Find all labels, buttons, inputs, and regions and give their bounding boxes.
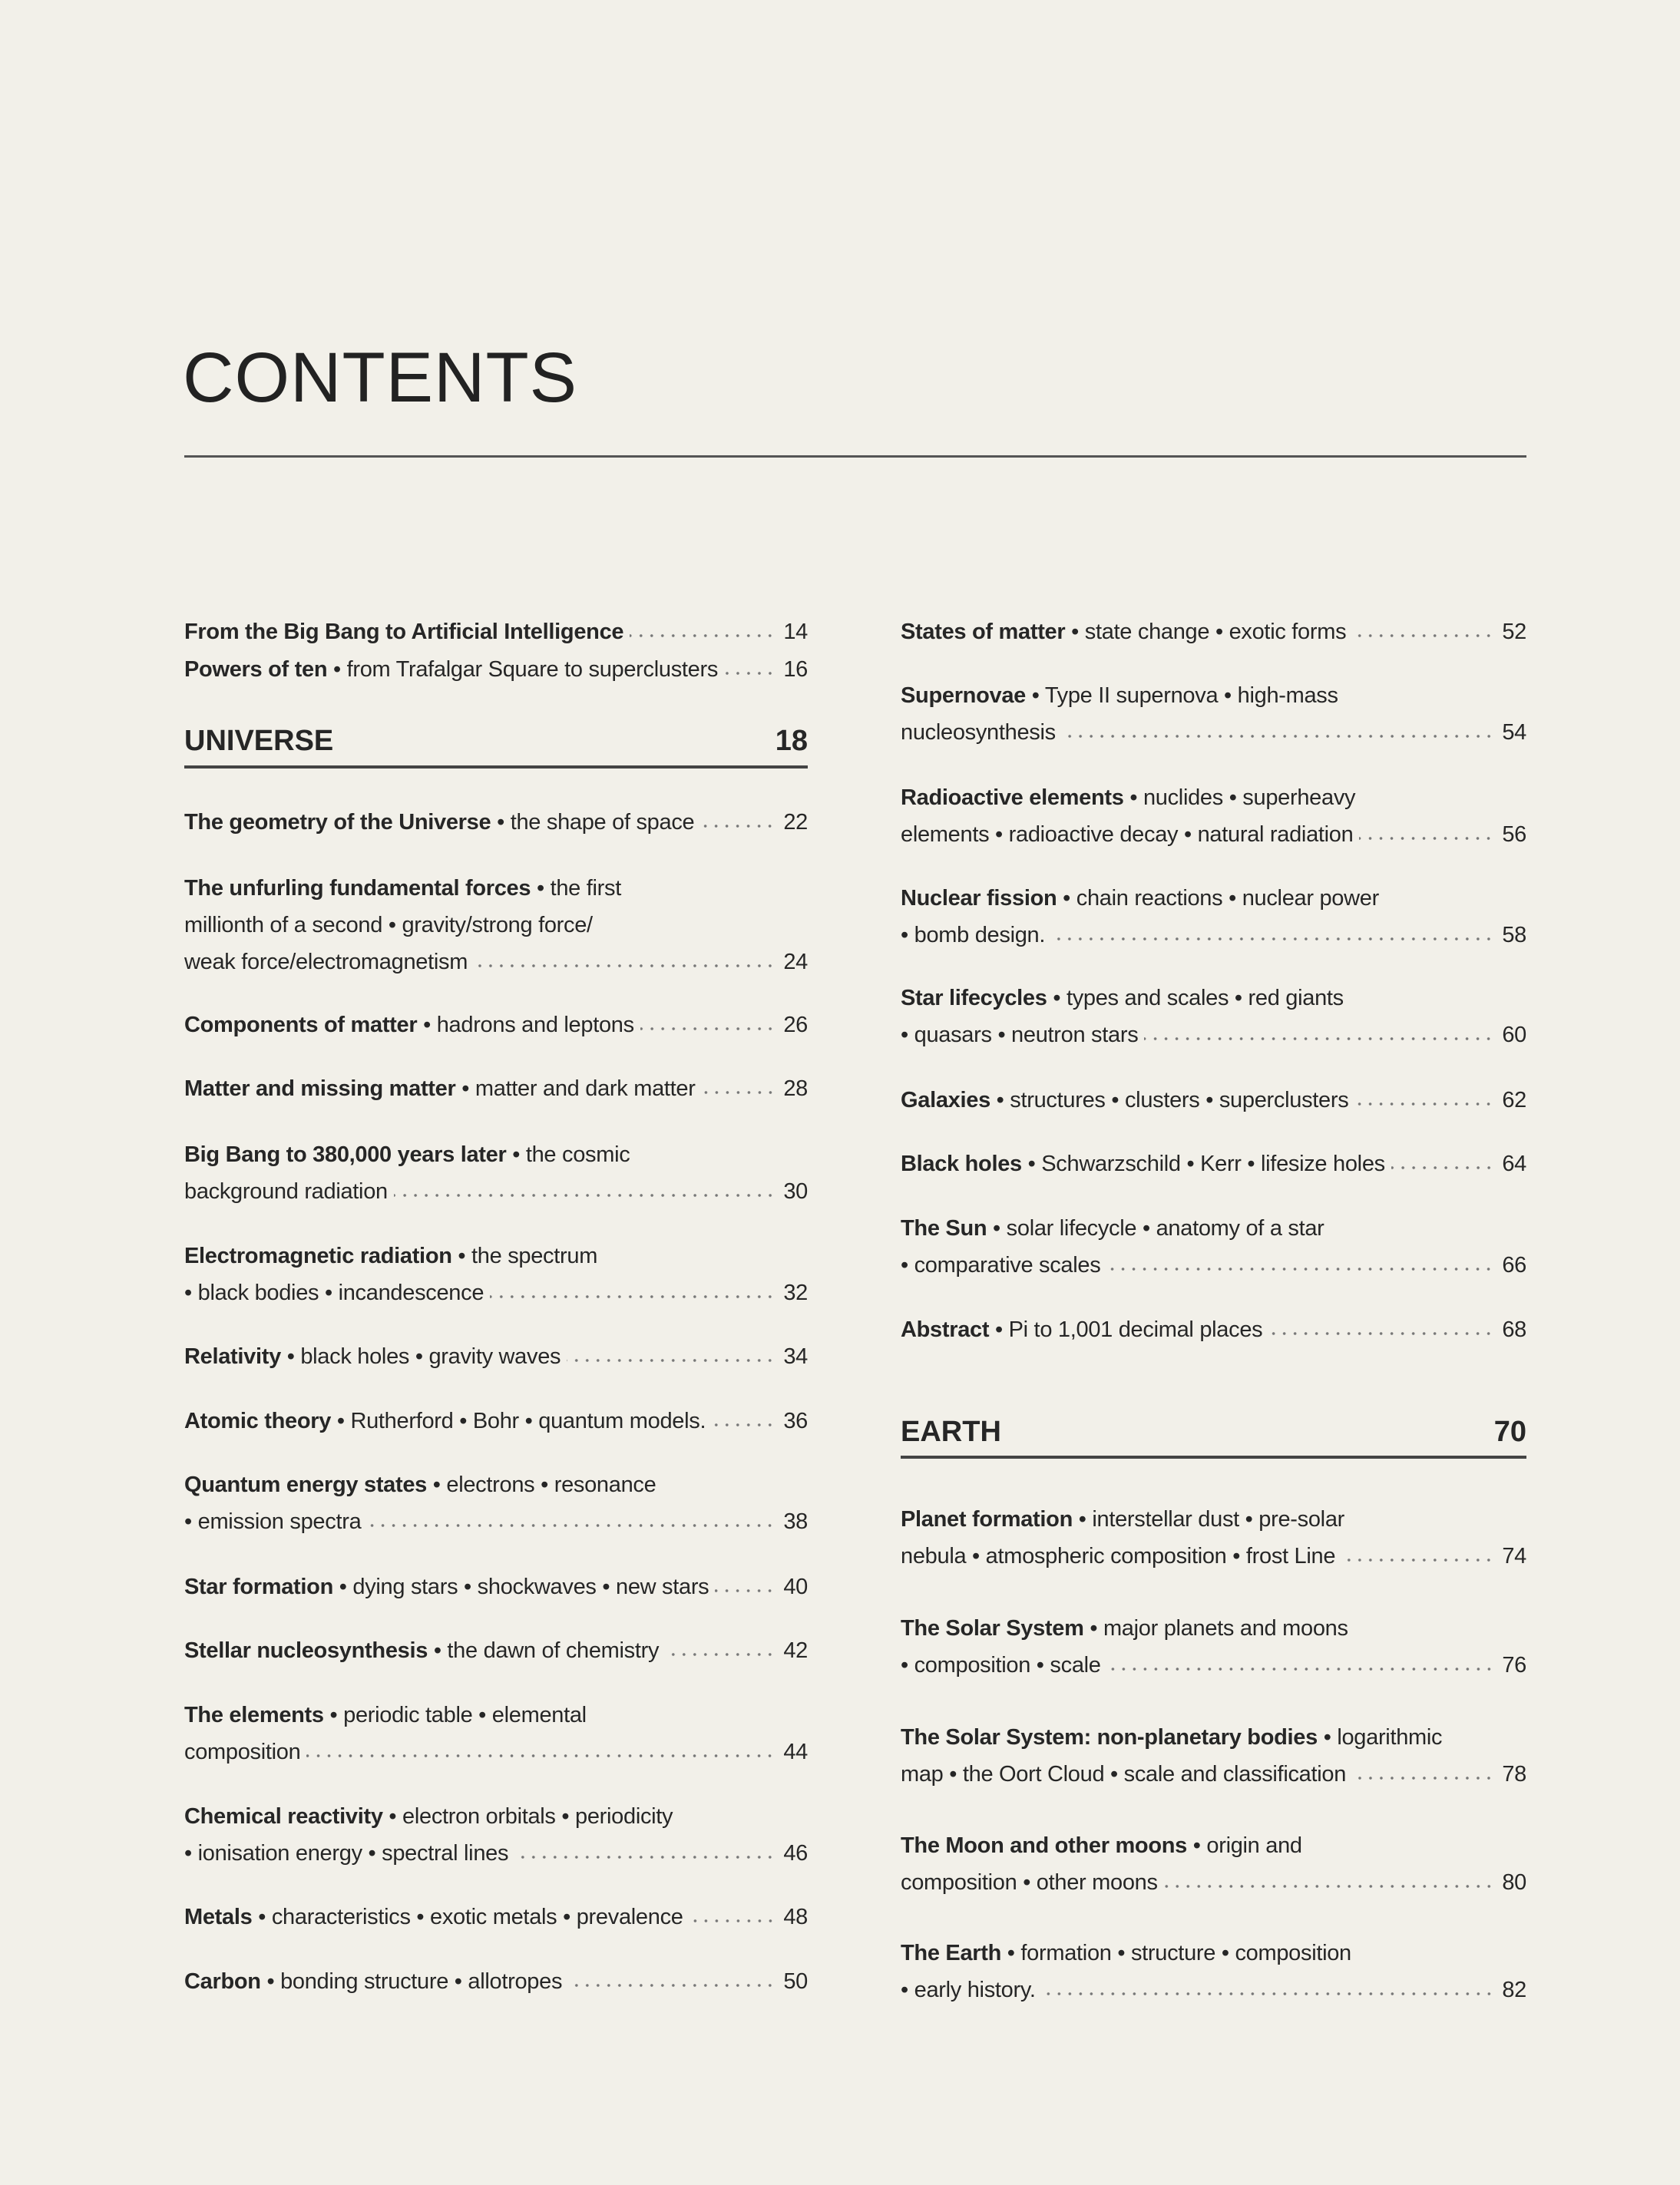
entry-title: Carbon	[184, 1969, 261, 1994]
entry-title: Big Bang to 380,000 years later	[184, 1142, 507, 1167]
toc-entry[interactable]	[184, 1899, 808, 1935]
entry-desc: • composition • scale	[901, 1653, 1101, 1678]
entry-desc: • black bodies • incandescence	[184, 1281, 484, 1305]
entry-desc: • the cosmic	[506, 1142, 630, 1167]
entry-page: 58	[1502, 923, 1526, 947]
entry-line	[901, 1538, 1526, 1575]
entry-title: Components of matter	[184, 1013, 418, 1037]
toc-entry[interactable]	[901, 1501, 1526, 1575]
entry-desc: • dying stars • shockwaves • new stars	[333, 1575, 709, 1599]
toc-entry[interactable]	[901, 1935, 1526, 2008]
entry-desc: • Schwarzschild • Kerr • lifesize holes	[1021, 1152, 1385, 1176]
dot-leader	[1341, 1557, 1494, 1563]
toc-entry[interactable]	[184, 1070, 808, 1107]
entry-page: 80	[1502, 1870, 1526, 1895]
entry-desc: • Pi to 1,001 decimal places	[989, 1317, 1263, 1342]
entry-page: 14	[783, 620, 808, 644]
dot-leader	[1051, 936, 1494, 942]
dot-leader	[1354, 1101, 1494, 1107]
toc-entry[interactable]	[184, 651, 808, 688]
toc-entry[interactable]	[901, 677, 1526, 751]
entry-line	[901, 1647, 1526, 1684]
entry-line	[184, 613, 808, 650]
entry-page: 24	[783, 950, 808, 974]
entry-line	[901, 1864, 1526, 1901]
dot-leader	[568, 1982, 776, 1988]
entry-title: Quantum energy states	[184, 1473, 428, 1497]
entry-line	[901, 816, 1526, 853]
entry-desc: • from Trafalgar Square to superclusters	[327, 657, 719, 682]
entry-line	[184, 1403, 808, 1440]
entry-line	[901, 1145, 1526, 1182]
entry-desc: • interstellar dust • pre-solar	[1073, 1507, 1345, 1532]
entry-line	[184, 804, 808, 841]
entry-desc: • formation • structure • composition	[1001, 1941, 1351, 1965]
dot-leader	[640, 1026, 776, 1032]
section-page: 18	[775, 725, 808, 757]
entry-title: Atomic theory	[184, 1409, 332, 1433]
dot-leader	[306, 1753, 776, 1759]
entry-line	[901, 1311, 1526, 1348]
entry-page: 64	[1502, 1152, 1526, 1176]
entry-page: 40	[783, 1575, 808, 1599]
entry-desc: • emission spectra	[184, 1509, 362, 1534]
entry-desc: composition • other moons	[901, 1870, 1158, 1895]
entry-line	[184, 1070, 808, 1107]
entry-line	[184, 870, 808, 907]
entry-line	[184, 1173, 808, 1210]
entry-desc: • matter and dark matter	[455, 1076, 696, 1101]
entry-line	[184, 944, 808, 980]
entry-line	[901, 1756, 1526, 1793]
entry-line	[184, 1238, 808, 1274]
entry-desc: • electrons • resonance	[427, 1473, 656, 1497]
entry-page: 74	[1502, 1544, 1526, 1569]
section-divider	[901, 1456, 1526, 1459]
toc-entry[interactable]	[184, 1466, 808, 1540]
entry-page: 56	[1502, 822, 1526, 847]
toc-entry[interactable]	[901, 980, 1526, 1053]
dot-leader	[690, 1918, 776, 1924]
entry-desc: • the dawn of chemistry	[428, 1638, 660, 1663]
entry-title: Supernovae	[901, 683, 1026, 708]
entry-page: 78	[1502, 1762, 1526, 1787]
section-page: 70	[1493, 1416, 1526, 1448]
entry-title: Electromagnetic radiation	[184, 1244, 452, 1268]
entry-title: The elements	[184, 1703, 324, 1727]
entry-line	[901, 1501, 1526, 1538]
entry-line	[901, 779, 1526, 816]
dot-leader	[1352, 633, 1494, 639]
entry-desc: map • the Oort Cloud • scale and classification	[901, 1762, 1347, 1787]
entry-title: Abstract	[901, 1317, 990, 1342]
dot-leader	[630, 633, 776, 639]
dot-leader	[665, 1651, 776, 1658]
entry-desc: • hadrons and leptons	[417, 1013, 634, 1037]
toc-entry[interactable]	[901, 1610, 1526, 1684]
toc-entry[interactable]	[184, 1007, 808, 1043]
entry-page: 16	[783, 657, 808, 682]
entry-line	[184, 1734, 808, 1770]
entry-title: Star formation	[184, 1575, 333, 1599]
entry-page: 50	[783, 1969, 808, 1994]
toc-entry[interactable]	[901, 880, 1526, 954]
entry-line	[184, 1503, 808, 1540]
entry-desc: nucleosynthesis	[901, 720, 1056, 745]
title-divider	[184, 455, 1526, 458]
entry-desc: • black holes • gravity waves	[280, 1344, 561, 1369]
dot-leader	[394, 1192, 776, 1198]
entry-page: 82	[1502, 1978, 1526, 2002]
entry-desc: weak force/electromagnetism	[184, 950, 468, 974]
toc-entry[interactable]	[184, 1403, 808, 1440]
section-heading-universe	[184, 725, 808, 758]
entry-desc: • characteristics • exotic metals • prevalence	[252, 1905, 683, 1929]
entry-line	[901, 1719, 1526, 1756]
entry-page: 60	[1502, 1023, 1526, 1047]
dot-leader	[715, 1588, 776, 1594]
entry-title: The unfurling fundamental forces	[184, 876, 531, 901]
entry-page: 30	[783, 1179, 808, 1204]
entry-line	[901, 1016, 1526, 1053]
entry-line	[901, 677, 1526, 714]
section-label: EARTH	[901, 1416, 1001, 1448]
entry-title: The Solar System: non-planetary bodies	[901, 1725, 1318, 1750]
entry-title: Nuclear fission	[901, 886, 1057, 911]
entry-desc: • structures • clusters • superclusters	[990, 1088, 1349, 1112]
entry-desc: • bonding structure • allotropes	[260, 1969, 563, 1994]
entry-desc: • Type II supernova • high-mass	[1026, 683, 1338, 708]
entry-page: 76	[1502, 1653, 1526, 1678]
entry-line	[901, 917, 1526, 954]
entry-desc: composition	[184, 1740, 301, 1764]
toc-entry[interactable]	[184, 1569, 808, 1605]
entry-line	[901, 880, 1526, 917]
entry-line	[184, 1338, 808, 1375]
entry-title: Relativity	[184, 1344, 281, 1369]
entry-page: 32	[783, 1281, 808, 1305]
entry-title: From the Big Bang to Artificial Intelligence	[184, 620, 624, 644]
toc-entry[interactable]	[184, 1338, 808, 1375]
entry-title: States of matter	[901, 620, 1066, 644]
entry-line	[184, 1569, 808, 1605]
entry-line	[901, 714, 1526, 751]
toc-entry[interactable]	[184, 1798, 808, 1872]
entry-page: 54	[1502, 720, 1526, 745]
entry-line	[184, 907, 808, 944]
entry-desc: millionth of a second • gravity/strong force/	[184, 913, 593, 937]
entry-title: The Moon and other moons	[901, 1833, 1188, 1858]
entry-desc: • early history.	[901, 1978, 1036, 2002]
entry-title: Star lifecycles	[901, 986, 1047, 1010]
entry-desc: • major planets and moons	[1083, 1616, 1348, 1641]
dot-leader	[1268, 1331, 1494, 1337]
entry-title: Matter and missing matter	[184, 1076, 456, 1101]
dot-leader	[367, 1522, 776, 1529]
entry-desc: nebula • atmospheric composition • frost Line	[901, 1544, 1336, 1569]
entry-line	[184, 1136, 808, 1173]
entry-line	[901, 980, 1526, 1016]
dot-leader	[700, 823, 776, 829]
entry-title: Planet formation	[901, 1507, 1073, 1532]
toc-entry[interactable]	[901, 779, 1526, 853]
entry-desc: • chain reactions • nuclear power	[1057, 886, 1379, 911]
entry-line	[901, 613, 1526, 650]
entry-desc: background radiation	[184, 1179, 388, 1204]
toc-entry[interactable]	[901, 1719, 1526, 1793]
toc-entry[interactable]	[901, 1311, 1526, 1348]
entry-title: The Sun	[901, 1216, 987, 1241]
entry-line	[901, 1610, 1526, 1647]
entry-line	[184, 1899, 808, 1935]
entry-page: 22	[783, 810, 808, 835]
entry-line	[184, 1632, 808, 1669]
toc-entry[interactable]	[184, 1136, 808, 1210]
entry-line	[901, 1972, 1526, 2008]
entry-line	[184, 1963, 808, 2000]
entry-desc: • comparative scales	[901, 1253, 1101, 1278]
entry-desc: • quasars • neutron stars	[901, 1023, 1139, 1047]
toc-entry[interactable]	[901, 1082, 1526, 1119]
entry-page: 66	[1502, 1253, 1526, 1278]
dot-leader	[514, 1854, 776, 1860]
toc-entry[interactable]	[184, 1238, 808, 1311]
dot-leader	[1164, 1883, 1494, 1889]
entry-title: Stellar nucleosynthesis	[184, 1638, 428, 1663]
entry-line	[901, 1210, 1526, 1247]
dot-leader	[702, 1089, 776, 1096]
entry-line	[184, 1274, 808, 1311]
entry-page: 34	[783, 1344, 808, 1369]
entry-line	[184, 1835, 808, 1872]
entry-page: 52	[1502, 620, 1526, 644]
entry-line	[184, 1697, 808, 1734]
toc-entry[interactable]	[901, 1210, 1526, 1284]
dot-leader	[1144, 1036, 1494, 1042]
entry-title: Black holes	[901, 1152, 1022, 1176]
dot-leader	[1106, 1266, 1494, 1272]
entry-desc: • electron orbitals • periodicity	[382, 1804, 673, 1829]
entry-line	[184, 1466, 808, 1503]
entry-desc: • the shape of space	[491, 810, 695, 835]
entry-line	[901, 1247, 1526, 1284]
entry-line	[901, 1827, 1526, 1864]
dot-leader	[490, 1294, 776, 1300]
entry-page: 44	[783, 1740, 808, 1764]
toc-entry[interactable]	[184, 613, 808, 650]
entry-desc: • ionisation energy • spectral lines	[184, 1841, 509, 1866]
entry-page: 42	[783, 1638, 808, 1663]
entry-page: 36	[783, 1409, 808, 1433]
entry-desc: • logarithmic	[1317, 1725, 1443, 1750]
entry-line	[901, 1935, 1526, 1972]
section-heading-earth	[901, 1416, 1526, 1449]
entry-title: Radioactive elements	[901, 785, 1124, 810]
page-title: CONTENTS	[183, 339, 577, 417]
toc-entry[interactable]	[184, 870, 808, 980]
dot-leader	[712, 1422, 776, 1428]
entry-title: Metals	[184, 1905, 253, 1929]
toc-entry[interactable]	[184, 1697, 808, 1770]
dot-leader	[1391, 1165, 1494, 1171]
entry-title: Powers of ten	[184, 657, 328, 682]
entry-page: 68	[1502, 1317, 1526, 1342]
entry-title: Chemical reactivity	[184, 1804, 383, 1829]
entry-page: 28	[783, 1076, 808, 1101]
dot-leader	[1042, 1991, 1494, 1997]
entry-line	[184, 1798, 808, 1835]
entry-desc: • bomb design.	[901, 923, 1046, 947]
toc-entry[interactable]	[901, 613, 1526, 650]
entry-desc: • state change • exotic forms	[1065, 620, 1347, 644]
entry-page: 46	[783, 1841, 808, 1866]
entry-line	[184, 1007, 808, 1043]
entry-desc: • solar lifecycle • anatomy of a star	[987, 1216, 1324, 1241]
entry-title: Galaxies	[901, 1088, 990, 1112]
entry-line	[901, 1082, 1526, 1119]
entry-page: 62	[1502, 1088, 1526, 1112]
section-label: UNIVERSE	[184, 725, 334, 757]
entry-title: The geometry of the Universe	[184, 810, 491, 835]
entry-page: 26	[783, 1013, 808, 1037]
entry-title: The Earth	[901, 1941, 1002, 1965]
section-divider	[184, 765, 808, 769]
entry-desc: • types and scales • red giants	[1047, 986, 1344, 1010]
entry-desc: elements • radioactive decay • natural radiation	[901, 822, 1354, 847]
dot-leader	[724, 670, 776, 676]
dot-leader	[1359, 835, 1494, 841]
entry-page: 48	[783, 1905, 808, 1929]
entry-line	[184, 651, 808, 688]
toc-entry[interactable]	[901, 1827, 1526, 1901]
entry-page: 38	[783, 1509, 808, 1534]
entry-desc: • Rutherford • Bohr • quantum models.	[331, 1409, 706, 1433]
toc-entry[interactable]	[184, 1632, 808, 1669]
dot-leader	[474, 963, 776, 969]
entry-desc: • the first	[531, 876, 621, 901]
toc-entry[interactable]	[901, 1145, 1526, 1182]
entry-desc: • nuclides • superheavy	[1123, 785, 1356, 810]
entry-title: The Solar System	[901, 1616, 1084, 1641]
toc-entry[interactable]	[184, 804, 808, 841]
entry-desc: • the spectrum	[451, 1244, 598, 1268]
dot-leader	[567, 1357, 776, 1364]
dot-leader	[1062, 733, 1494, 739]
entry-desc: • origin and	[1187, 1833, 1302, 1858]
dot-leader	[1107, 1666, 1494, 1672]
dot-leader	[1352, 1775, 1494, 1781]
entry-desc: • periodic table • elemental	[323, 1703, 587, 1727]
toc-entry[interactable]	[184, 1963, 808, 2000]
